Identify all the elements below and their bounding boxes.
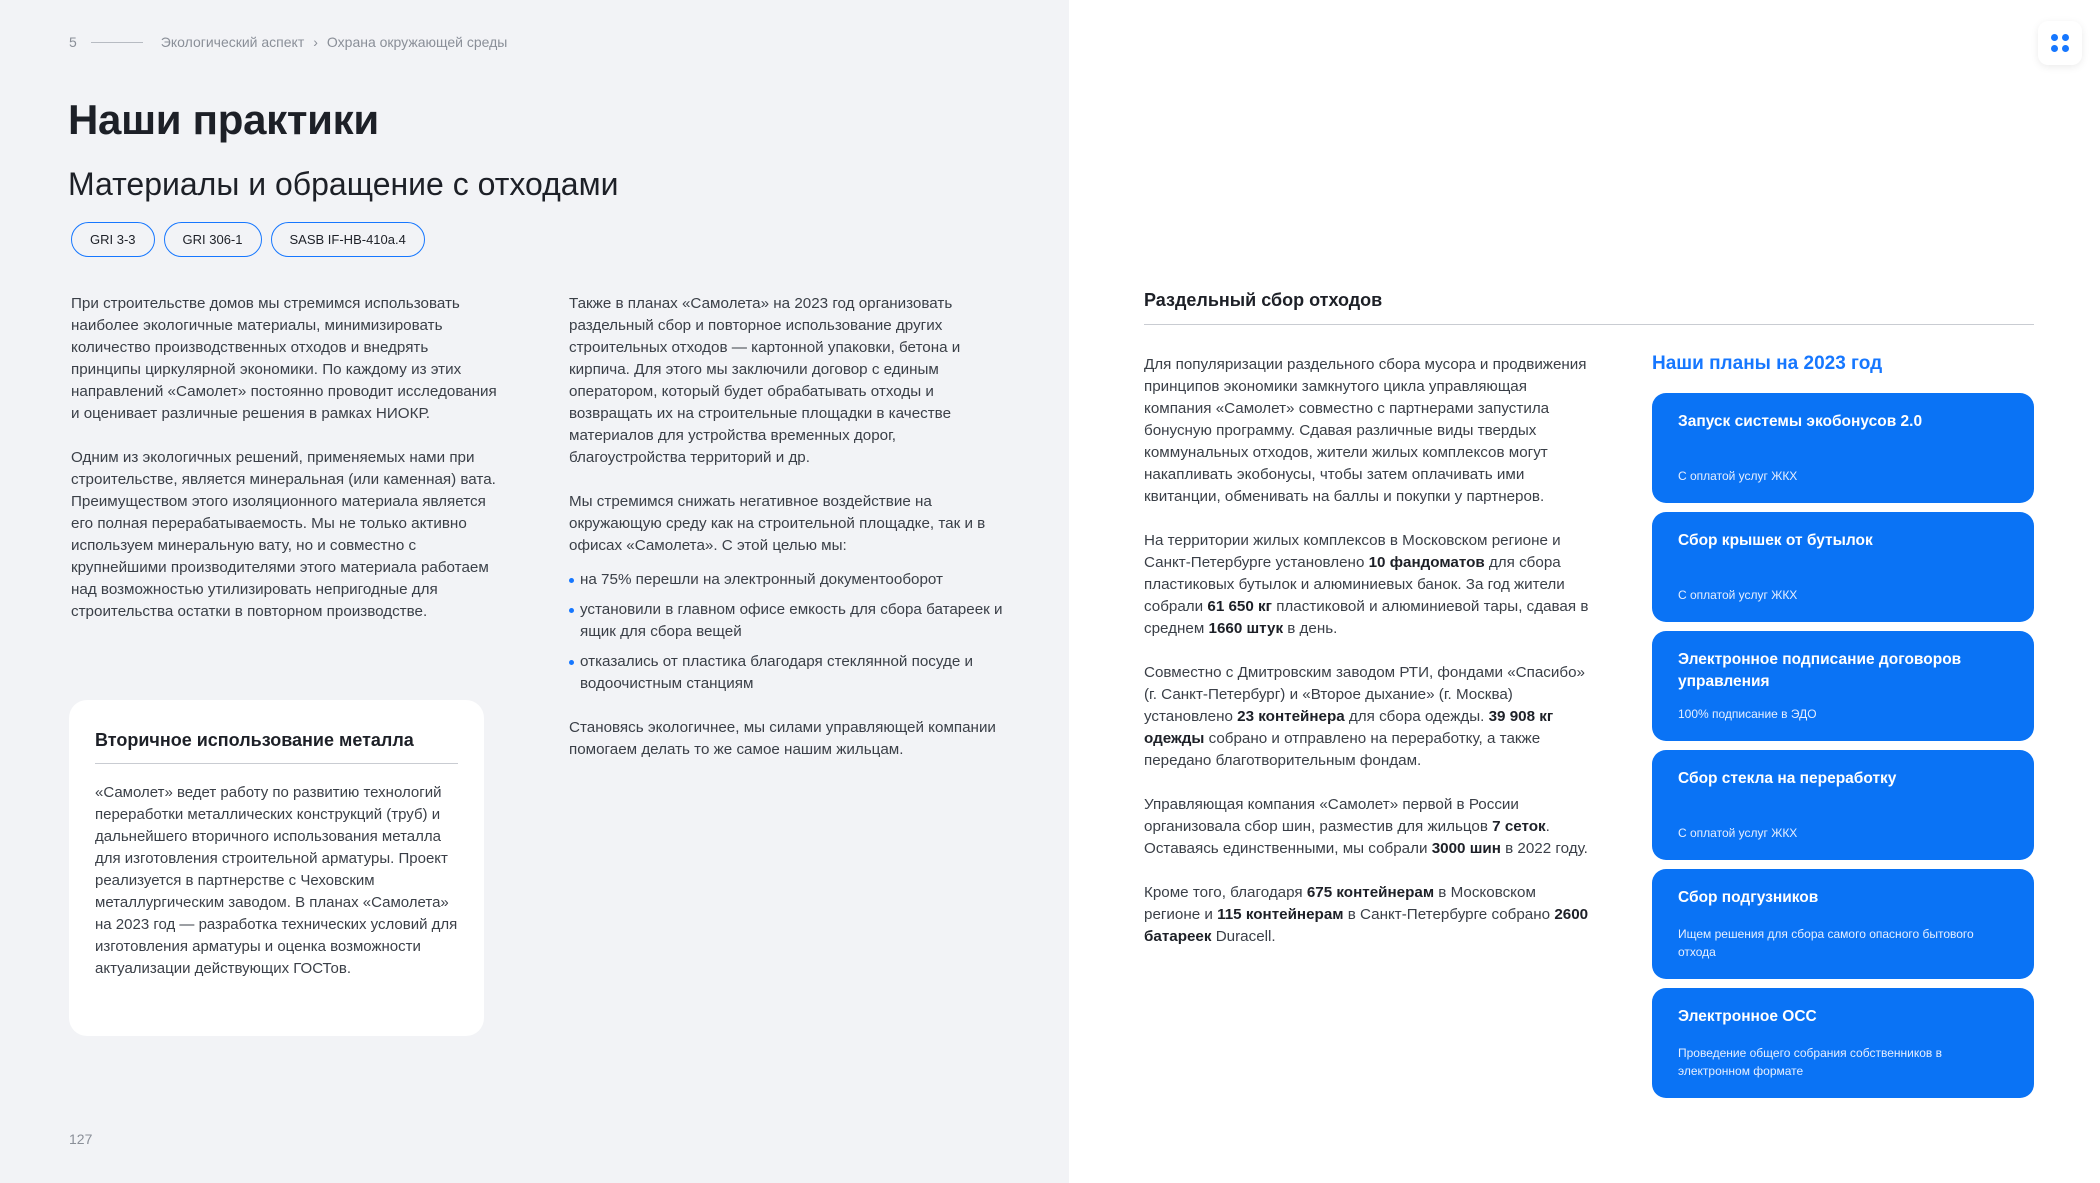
plan-card [1652,869,2034,979]
plan-subtitle: С оплатой услуг ЖКХ [1678,588,1798,602]
separate-collection-title: Раздельный сбор отходов [1144,290,2034,325]
metal-reuse-card [69,700,484,1036]
plan-subtitle: С оплатой услуг ЖКХ [1678,469,1798,483]
plans-title: Наши планы на 2023 год [1652,353,1883,374]
plans-list [1652,393,2034,1098]
plan-card [1652,393,2034,503]
separate-collection-column [1144,354,1594,970]
breadcrumb-divider [91,42,143,43]
plan-subtitle: Проведение общего собрания собственников в электронном формате [1678,1046,1942,1078]
plan-card [1652,512,2034,622]
plan-card [1652,750,2034,860]
intro-column [71,293,501,645]
list-item: установили в главном офисе емкость для сбора батареек и ящик для сбора вещей [569,599,1009,643]
menu-button[interactable] [2038,21,2082,65]
card-title: Вторичное использование металла [95,730,458,764]
intro-paragraph: При строительстве домов мы стремимся использовать наиболее экологичные материалы, минимизировать количество производственных отходов и внедрять принципы циркулярной экономики. По каждому из этих направлений «Самолет» постоянно проводит исследования и оценивает различные решения в рамках НИОКР. [71,295,497,422]
plan-title: Электронное ОСС [1678,1008,1817,1025]
chapter-number: 5 [69,34,77,50]
page-number: 127 [69,1131,93,1147]
plans-column [569,293,1009,783]
construction-waste-paragraph: Также в планах «Самолета» на 2023 год организовать раздельный сбор и повторное использование других строительных отходов — картонной упаковки, бетона и кирпича. Для этого мы заключили договор с единым оператором, который будет обрабатывать отходы и возвращать их на строительные площадки в качестве материалов для устройства временных дорог, благоустройства территорий и др. [569,295,961,466]
mineral-wool-paragraph: Одним из экологичных решений, применяемых нами при строительстве, является минеральная (или каменная) вата. Преимуществом этого изоляционного материала является его полная перерабатываемость. Мы не только активно используем минеральную вату, но и совместно с крупнейшими производителями этого материала работаем над возможностью утилизировать непригодные для строительства остатки в повторном производстве. [71,449,496,620]
page-title: Наши практики [68,96,379,143]
tires-paragraph: Управляющая компания «Самолет» первой в России организовала сбор шин, разместив для жильцов 7 сеток. Оставаясь единственными, мы собрали 3000 шин в 2022 году. [1144,796,1588,857]
tag-sasb[interactable]: SASB IF-HB-410a.4 [271,222,425,257]
clothes-paragraph: Совместно с Дмитровским заводом РТИ, фондами «Спасибо» (г. Санкт-Петербург) и «Второе дыхание» (г. Москва) установлено 23 контейнера для сбора одежды. 39 908 кг одежды собрано и отправлено на переработку, а также передано благотворительным фондам. [1144,664,1585,769]
standard-tags [71,222,425,257]
list-item: отказались от пластика благодаря стеклянной посуде и водоочистным станциям [569,651,1009,695]
office-impact-paragraph: Мы стремимся снижать негативное воздействие на окружающую среду как на строительной площадке, так и в офисах «Самолета». С этой целью мы: [569,493,986,554]
plan-card [1652,988,2034,1098]
plan-title: Сбор подгузников [1678,889,1819,906]
bonus-program-paragraph: Для популяризации раздельного сбора мусора и продвижения принципов экономики замкнутого цикла управляющая компания «Самолет» совместно с партнерами запустила бонусную программу. Сдавая различные виды твердых коммунальных отходов, жители жилых комплексов могут накапливать экобонусы, чтобы затем оплачивать ими квитанции, обменивать на баллы и покупки у партнеров. [1144,356,1587,505]
dot-icon [2051,34,2058,41]
plan-subtitle: Ищем решения для сбора самого опасного бытового отхода [1678,927,1974,959]
dot-icon [2051,45,2058,52]
plan-title: Запуск системы экобонусов 2.0 [1678,413,1923,430]
plan-subtitle: 100% подписание в ЭДО [1678,707,1817,721]
residents-paragraph: Становясь экологичнее, мы силами управляющей компании помогаем делать то же самое нашим жильцам. [569,719,996,758]
plan-title: Сбор крышек от бутылок [1678,532,1873,549]
office-measures-list [569,569,1009,695]
breadcrumb-section-link[interactable]: Экологический аспект [160,34,305,50]
dot-icon [2062,34,2069,41]
dot-icon [2062,45,2069,52]
batteries-paragraph: Кроме того, благодаря 675 контейнерам в Московском регионе и 115 контейнерам в Санкт-Петербурге собрано 2600 батареек Duracell. [1144,884,1589,945]
plan-title: Сбор стекла на переработку [1678,770,1897,787]
card-text: «Самолет» ведет работу по развитию технологий переработки металлических конструкций (труб) и дальнейшего вторичного использования металла для изготовления строительной арматуры. Проект реализуется в партнерстве с Чеховским металлургическим заводом. В планах «Самолета» на 2023 год — разработка технических условий для изготовления арматуры и оценка возможности актуализации действующих ГОСТов. [95,784,458,977]
page-subtitle: Материалы и обращение с отходами [68,166,619,202]
plan-card [1652,631,2034,741]
breadcrumb [69,34,507,50]
fandomat-paragraph: На территории жилых комплексов в Московском регионе и Санкт-Петербурге установлено 10 фандоматов для сбора пластиковых бутылок и алюминиевых банок. За год жители собрали 61 650 кг пластиковой и алюминиевой тары, сдавая в среднем 1660 штук в день. [1144,532,1589,637]
plan-subtitle: С оплатой услуг ЖКХ [1678,826,1798,840]
plan-title: Электронное подписание договоров управления [1678,651,1962,690]
tag-gri-306-1[interactable]: GRI 306-1 [164,222,262,257]
tag-gri-3-3[interactable]: GRI 3-3 [71,222,155,257]
chevron-right-icon: › [313,34,318,50]
list-item: на 75% перешли на электронный документооборот [569,569,1009,591]
breadcrumb-subsection: Охрана окружающей среды [326,34,508,50]
